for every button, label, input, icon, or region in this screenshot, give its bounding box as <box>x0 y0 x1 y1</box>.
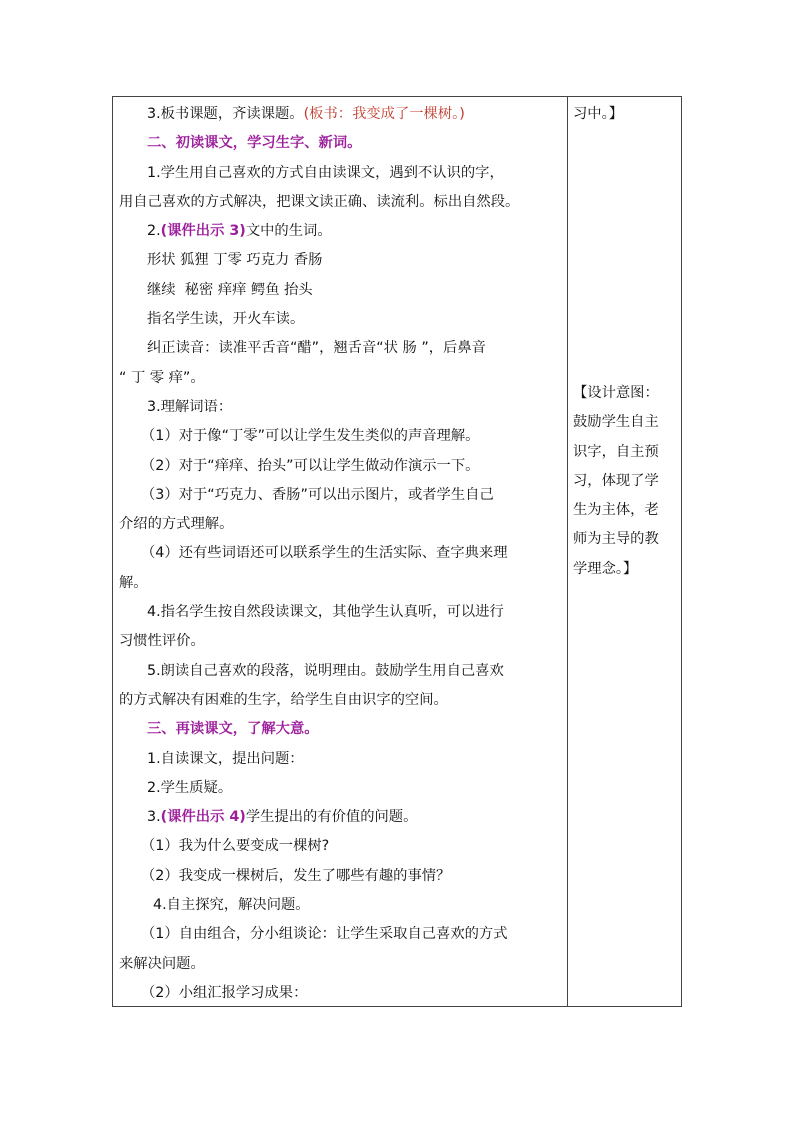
courseware-label: (课件出示 3) <box>160 223 246 240</box>
lesson-plan-table <box>112 96 682 1007</box>
courseware-label: (课件出示 4) <box>160 809 246 826</box>
section-heading-2: 二、初读课文，学习生字、新词。 <box>147 135 362 152</box>
step-text: 3.板书课题，齐读课题。 <box>147 106 304 122</box>
paragraph-line: 4.自主探究，解决问题。 <box>153 897 310 914</box>
paragraph-line: 5.朗读自己喜欢的段落，说明理由。鼓励学生用自己喜欢 <box>147 662 504 679</box>
paragraph-line: 用自己喜欢的方式解决，把课文读正确、读流利。标出自然段。 <box>119 193 520 210</box>
side-line: 学理念。】 <box>573 560 638 577</box>
section-heading-3: 三、再读课文，了解大意。 <box>147 721 319 738</box>
side-line: 师为主导的教 <box>573 531 659 548</box>
step-courseware-3 <box>119 217 559 246</box>
paragraph-line: 1.自读课文，提出问题： <box>147 750 304 767</box>
teaching-process-column <box>119 100 559 1008</box>
paragraph-line: （2）小组汇报学习成果： <box>141 984 308 1001</box>
paragraph-line: 指名学生读，开火车读。 <box>147 311 305 328</box>
side-line: 习中。】 <box>573 106 624 122</box>
design-intent-top <box>573 100 679 129</box>
design-intent-note <box>573 379 679 584</box>
paragraph-line: 习惯性评价。 <box>119 633 205 650</box>
vocab-line: 形状 狐狸 丁零 巧克力 香肠 <box>147 252 323 269</box>
paragraph-line: （3）对于“巧克力、香肠”可以出示图片，或者学生自己 <box>141 486 494 503</box>
side-line: 识字，自主预 <box>573 443 659 460</box>
paragraph-line: “ 丁 零 痒”。 <box>119 369 205 386</box>
question-line: （2）我变成一棵树后，发生了哪些有趣的事情？ <box>141 867 451 884</box>
paragraph-line: 解。 <box>119 574 148 591</box>
side-line: 鼓励学生自主 <box>573 414 659 431</box>
question-line: （1）我为什么要变成一棵树? <box>141 838 330 855</box>
paragraph-line: 纠正读音：读准平舌音“醋”，翘舌音“状 肠 ”，后鼻音 <box>147 340 486 357</box>
step-courseware-4 <box>119 803 559 832</box>
board-note: (板书：我变成了一棵树。) <box>303 106 465 122</box>
vocab-line: 继续 秘密 痒痒 鳄鱼 抬头 <box>147 281 313 298</box>
paragraph-line: （2）对于“痒痒、抬头”可以让学生做动作演示一下。 <box>141 457 480 474</box>
step-number: 3. <box>147 809 161 826</box>
column-divider <box>567 97 568 1006</box>
step-board-title <box>119 100 559 129</box>
paragraph-line: （1）自由组合，分小组谈论：让学生采取自己喜欢的方式 <box>141 926 508 943</box>
paragraph-line: （1）对于像“丁零”可以让学生发生类似的声音理解。 <box>141 428 480 445</box>
step-text: 文中的生词。 <box>245 223 332 240</box>
paragraph-line: 3.理解词语： <box>147 398 233 415</box>
paragraph-line: 4.指名学生按自然段读课文，其他学生认真听，可以进行 <box>147 604 504 621</box>
step-number: 2. <box>147 223 161 240</box>
paragraph-line: 1.学生用自己喜欢的方式自由读课文，遇到不认识的字， <box>147 164 504 181</box>
side-line: 习，体现了学 <box>573 472 659 489</box>
design-intent-heading: 【设计意图： <box>573 385 659 401</box>
side-line: 生为主体，老 <box>573 502 659 519</box>
paragraph-line: 来解决问题。 <box>119 955 205 972</box>
paragraph-line: 介绍的方式理解。 <box>119 516 234 533</box>
paragraph-line: 2.学生质疑。 <box>147 779 233 796</box>
paragraph-line: 的方式解决有困难的生字，给学生自由识字的空间。 <box>119 691 448 708</box>
paragraph-line: （4）还有些词语还可以联系学生的生活实际、查字典来理 <box>141 545 508 562</box>
step-text: 学生提出的有价值的问题。 <box>245 809 418 826</box>
